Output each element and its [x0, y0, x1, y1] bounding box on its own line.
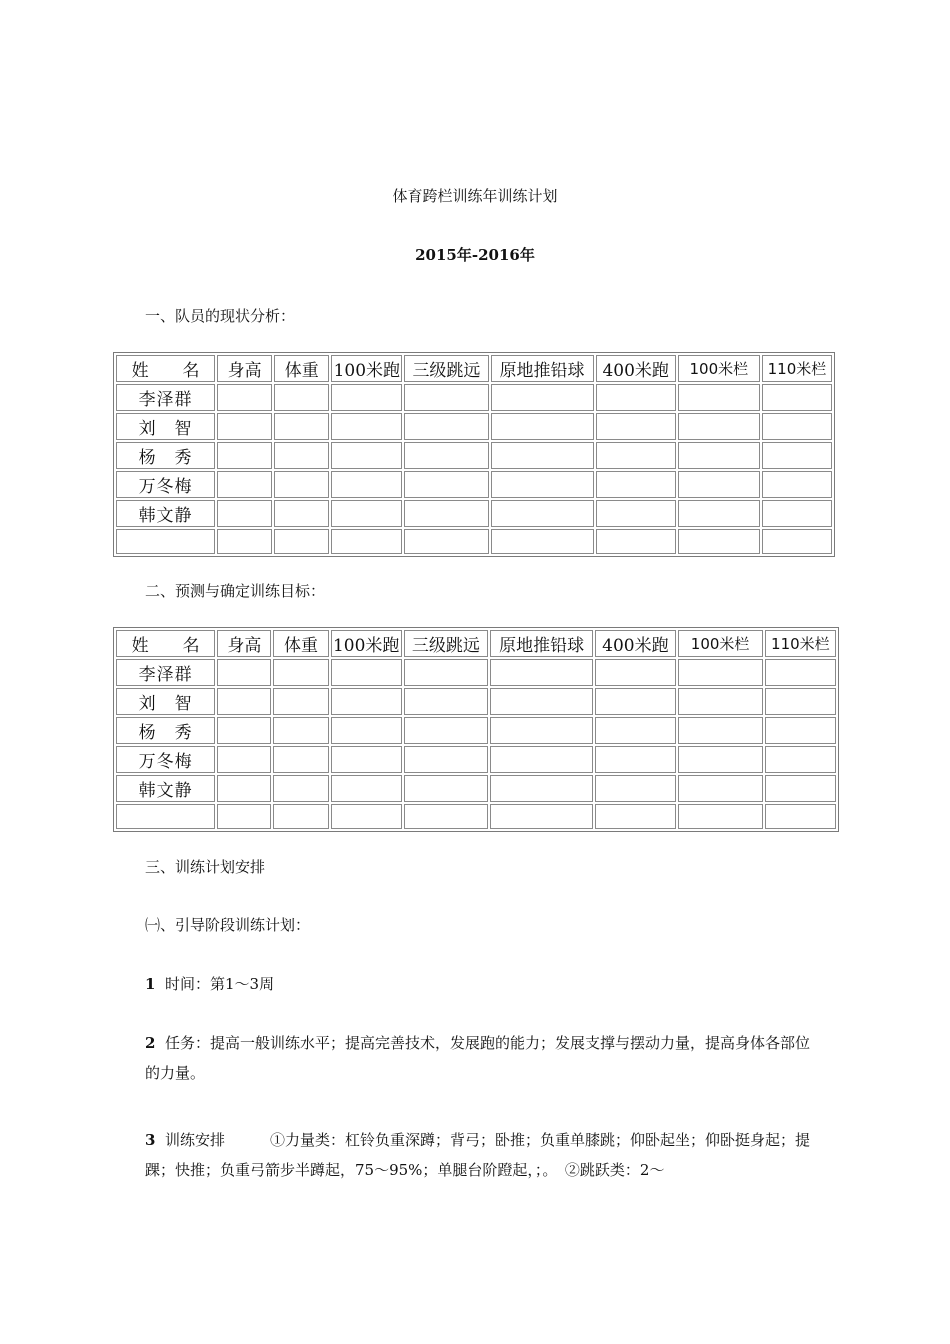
column-header: 100米栏 — [678, 355, 760, 382]
athlete-name-cell: 韩文静 — [116, 775, 215, 802]
athlete-name-cell: 李泽群 — [116, 384, 215, 411]
column-header: 110米栏 — [762, 355, 832, 382]
section-heading-status-analysis: 一、队员的现状分析： — [145, 307, 296, 325]
empty-cell — [217, 500, 272, 527]
column-header: 原地推铅球 — [490, 630, 593, 657]
empty-cell — [273, 746, 328, 773]
athlete-name-cell: 杨 秀 — [116, 442, 215, 469]
table-row — [116, 500, 832, 527]
empty-cell — [491, 471, 594, 498]
item-3-arrangement — [145, 1125, 815, 1185]
empty-cell — [404, 413, 488, 440]
empty-cell — [678, 384, 760, 411]
section-heading-training-plan: 三、训练计划安排 — [145, 858, 266, 876]
column-header: 身高 — [217, 355, 272, 382]
empty-cell — [678, 746, 763, 773]
column-header: 100米栏 — [678, 630, 763, 657]
item-2-task — [145, 1028, 815, 1088]
empty-cell — [762, 500, 832, 527]
document-title: 体育跨栏训练年训练计划 — [392, 187, 558, 205]
empty-cell — [762, 442, 832, 469]
empty-cell — [490, 717, 593, 744]
column-header: 三级跳远 — [404, 355, 488, 382]
table-row — [116, 471, 832, 498]
table-row — [116, 384, 832, 411]
empty-cell — [765, 717, 836, 744]
empty-cell — [765, 804, 836, 829]
item-3-text: 训练安排 ①力量类：杠铃负重深蹲；背弓；卧推；负重单膝跳；仰卧起坐；仰卧挺身起；提踝；快推；负重弓箭步半蹲起，75～95%；单腿台阶蹬起，；。 ②跳跃类：2～ — [145, 1131, 810, 1179]
empty-cell — [595, 717, 675, 744]
empty-cell — [404, 471, 488, 498]
column-header: 身高 — [217, 630, 271, 657]
empty-cell — [404, 659, 488, 686]
column-header: 姓 名 — [116, 630, 215, 657]
empty-cell — [404, 529, 488, 554]
section-heading-training-goals: 二、预测与确定训练目标： — [145, 582, 326, 600]
table-row — [116, 717, 836, 744]
item-3-number: 3 — [145, 1131, 156, 1149]
table-row — [116, 529, 832, 554]
empty-cell — [490, 688, 593, 715]
empty-cell — [595, 746, 675, 773]
item-1-text: 时间：第1～3周 — [164, 975, 275, 993]
column-header: 三级跳远 — [404, 630, 488, 657]
empty-cell — [765, 688, 836, 715]
empty-cell — [217, 775, 271, 802]
empty-cell — [595, 659, 675, 686]
empty-cell — [678, 717, 763, 744]
empty-cell — [217, 688, 271, 715]
athlete-name-cell: 韩文静 — [116, 500, 215, 527]
empty-cell — [678, 775, 763, 802]
column-header: 100米跑 — [331, 630, 402, 657]
empty-cell — [331, 384, 402, 411]
empty-cell — [762, 413, 832, 440]
athlete-name-cell: 万冬梅 — [116, 746, 215, 773]
empty-cell — [274, 384, 329, 411]
athlete-name-cell: 杨 秀 — [116, 717, 215, 744]
empty-cell — [274, 529, 329, 554]
empty-cell — [596, 500, 676, 527]
empty-cell — [217, 442, 272, 469]
empty-cell — [331, 775, 402, 802]
item-2-text: 任务：提高一般训练水平；提高完善技术，发展跑的能力；发展支撑与摆动力量，提高身体各部位的力量。 — [145, 1034, 810, 1082]
empty-cell — [678, 413, 760, 440]
empty-cell — [273, 717, 328, 744]
empty-cell — [404, 442, 488, 469]
empty-cell — [491, 413, 594, 440]
empty-cell — [274, 500, 329, 527]
empty-cell — [331, 804, 402, 829]
column-header: 110米栏 — [765, 630, 836, 657]
empty-cell — [404, 688, 488, 715]
empty-cell — [678, 529, 760, 554]
athlete-name-cell: 李泽群 — [116, 659, 215, 686]
empty-cell — [331, 746, 402, 773]
empty-cell — [274, 471, 329, 498]
item-1-time — [145, 969, 815, 999]
empty-cell — [490, 746, 593, 773]
empty-cell — [678, 500, 760, 527]
empty-cell — [404, 384, 488, 411]
status-analysis-table — [113, 352, 835, 557]
empty-cell — [490, 775, 593, 802]
athlete-name-cell — [116, 804, 215, 829]
empty-cell — [217, 746, 271, 773]
empty-cell — [217, 659, 271, 686]
table-row — [116, 746, 836, 773]
empty-cell — [596, 413, 676, 440]
empty-cell — [491, 529, 594, 554]
empty-cell — [678, 659, 763, 686]
empty-cell — [595, 804, 675, 829]
empty-cell — [765, 746, 836, 773]
empty-cell — [678, 688, 763, 715]
table-row — [116, 659, 836, 686]
empty-cell — [331, 529, 402, 554]
empty-cell — [596, 384, 676, 411]
empty-cell — [331, 442, 402, 469]
document-subtitle: 2015年-2016年 — [415, 246, 535, 264]
empty-cell — [678, 804, 763, 829]
empty-cell — [273, 775, 328, 802]
column-header: 400米跑 — [595, 630, 675, 657]
empty-cell — [273, 804, 328, 829]
empty-cell — [678, 442, 760, 469]
athlete-name-cell: 刘 智 — [116, 413, 215, 440]
empty-cell — [404, 746, 488, 773]
empty-cell — [274, 442, 329, 469]
table-row — [116, 688, 836, 715]
empty-cell — [217, 529, 272, 554]
empty-cell — [404, 717, 488, 744]
empty-cell — [490, 659, 593, 686]
empty-cell — [331, 688, 402, 715]
empty-cell — [490, 804, 593, 829]
empty-cell — [762, 529, 832, 554]
empty-cell — [491, 384, 594, 411]
empty-cell — [217, 717, 271, 744]
athlete-name-cell: 刘 智 — [116, 688, 215, 715]
empty-cell — [331, 659, 402, 686]
athlete-name-cell — [116, 529, 215, 554]
column-header: 100米跑 — [331, 355, 402, 382]
empty-cell — [331, 500, 402, 527]
empty-cell — [217, 413, 272, 440]
empty-cell — [331, 413, 402, 440]
empty-cell — [217, 384, 272, 411]
empty-cell — [404, 775, 488, 802]
empty-cell — [596, 442, 676, 469]
column-header: 姓 名 — [116, 355, 215, 382]
item-1-number: 1 — [145, 975, 156, 993]
column-header: 原地推铅球 — [491, 355, 594, 382]
table-row — [116, 775, 836, 802]
column-header: 体重 — [274, 355, 329, 382]
empty-cell — [678, 471, 760, 498]
column-header: 体重 — [273, 630, 328, 657]
empty-cell — [331, 471, 402, 498]
empty-cell — [273, 659, 328, 686]
column-header: 400米跑 — [596, 355, 676, 382]
empty-cell — [762, 384, 832, 411]
empty-cell — [765, 775, 836, 802]
table-row — [116, 413, 832, 440]
empty-cell — [331, 717, 402, 744]
empty-cell — [765, 659, 836, 686]
table-header-row — [116, 355, 832, 382]
table-header-row — [116, 630, 836, 657]
empty-cell — [217, 804, 271, 829]
item-2-number: 2 — [145, 1034, 156, 1052]
empty-cell — [596, 471, 676, 498]
empty-cell — [595, 688, 675, 715]
empty-cell — [596, 529, 676, 554]
empty-cell — [273, 688, 328, 715]
empty-cell — [491, 442, 594, 469]
empty-cell — [404, 500, 488, 527]
table-row — [116, 804, 836, 829]
training-goals-table — [113, 627, 839, 832]
phase1-heading: ㈠、引导阶段训练计划： — [145, 916, 311, 934]
table-row — [116, 442, 832, 469]
empty-cell — [491, 500, 594, 527]
empty-cell — [595, 775, 675, 802]
athlete-name-cell: 万冬梅 — [116, 471, 215, 498]
empty-cell — [217, 471, 272, 498]
empty-cell — [274, 413, 329, 440]
empty-cell — [404, 804, 488, 829]
empty-cell — [762, 471, 832, 498]
